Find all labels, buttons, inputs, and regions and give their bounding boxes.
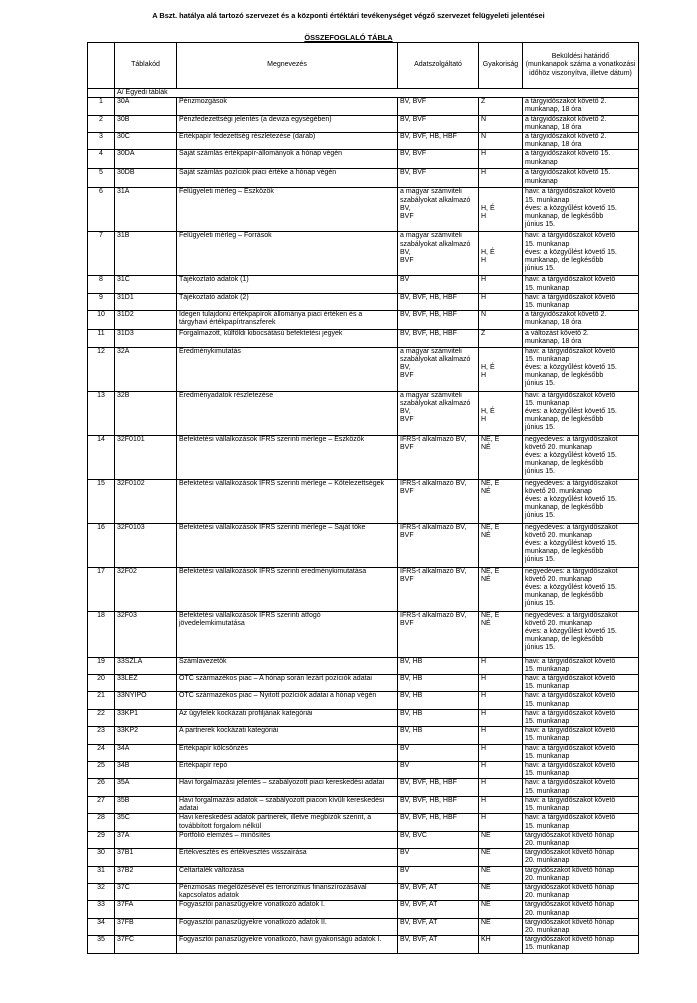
table-row	[88, 133, 639, 150]
row-code: 35A	[115, 779, 177, 796]
row-frequency: H	[479, 169, 523, 188]
row-deadline: havi: a tárgyidőszakot követő 15. munkanap	[523, 744, 639, 761]
row-name: Pénzmozgások	[177, 98, 398, 115]
row-frequency: H	[479, 796, 523, 813]
table-row	[88, 779, 639, 796]
row-provider: BV, BVF, HB, HBF	[398, 311, 479, 330]
row-code: 30DA	[115, 150, 177, 169]
row-provider: a magyar számviteli szabályokat alkalmazó BV, BVF	[398, 232, 479, 276]
row-name: Értékpapír fedezettség részletezése (darab)	[177, 133, 398, 150]
table-row	[88, 391, 639, 435]
row-provider: BV	[398, 744, 479, 761]
row-provider: BV, HB	[398, 709, 479, 726]
table-row	[88, 709, 639, 726]
row-name: Eredményadatok részletezése	[177, 391, 398, 435]
row-code: 34A	[115, 744, 177, 761]
table-row	[88, 796, 639, 813]
row-code: 32B	[115, 391, 177, 435]
table-row	[88, 901, 639, 918]
row-code: 37C	[115, 883, 177, 900]
row-deadline: a tárgyidőszakot követő 2. munkanap, 18 óra	[523, 115, 639, 132]
row-provider: a magyar számviteli szabályokat alkalmazó BV, BVF	[398, 347, 479, 391]
row-frequency: H	[479, 709, 523, 726]
row-deadline: tárgyidőszakot követő hónap 20. munkanap	[523, 883, 639, 900]
row-code: 33KP2	[115, 727, 177, 744]
row-deadline: havi: a tárgyidőszakot követő 15. munkanap	[523, 814, 639, 831]
row-frequency: H, É H	[479, 232, 523, 276]
row-name: Az ügyfelek kockázati profiljának kategóriái	[177, 709, 398, 726]
row-provider: BV	[398, 849, 479, 866]
header-name: Megnevezés	[177, 43, 398, 89]
row-code: 31D1	[115, 293, 177, 310]
row-number: 23	[88, 727, 115, 744]
row-deadline: tárgyidőszakot követő hónap 20. munkanap	[523, 831, 639, 848]
row-deadline: havi: a tárgyidőszakot követő 15. munkanap	[523, 762, 639, 779]
row-provider: BV	[398, 866, 479, 883]
row-name: Befektetési vállalkozások IFRS szerinti mérlege – Kötelezettségek	[177, 479, 398, 523]
row-number: 4	[88, 150, 115, 169]
table-row	[88, 692, 639, 709]
row-deadline: negyedéves: a tárgyidőszakot követő 20. munkanap éves: a közgyűlést követő 15. munkanap, de legkésőbb június 15.	[523, 479, 639, 523]
row-deadline: tárgyidőszakot követő hónap 15. munkanap	[523, 936, 639, 953]
row-number: 34	[88, 918, 115, 935]
row-number: 11	[88, 330, 115, 347]
row-frequency: NÉ	[479, 901, 523, 918]
header-frequency: Gyakoriság	[479, 43, 523, 89]
table-row	[88, 657, 639, 674]
row-name: Havi kereskedési adatok partnerek, illetve megbízók szerint, a továbbított forgalom nélkül	[177, 814, 398, 831]
row-code: 31D3	[115, 330, 177, 347]
row-deadline: tárgyidőszakot követő hónap 20. munkanap	[523, 849, 639, 866]
table-row	[88, 276, 639, 293]
row-number: 24	[88, 744, 115, 761]
table-row	[88, 918, 639, 935]
row-provider: BV, BVF, HB, HBF	[398, 330, 479, 347]
row-provider: BV, BVF, HB, HBF	[398, 796, 479, 813]
table-row	[88, 293, 639, 310]
row-number: 15	[88, 479, 115, 523]
table-row	[88, 762, 639, 779]
row-code: 32F03	[115, 611, 177, 657]
row-code: 33SZLA	[115, 657, 177, 674]
row-deadline: havi: a tárgyidőszakot követő 15. munkanap	[523, 779, 639, 796]
row-frequency: H	[479, 276, 523, 293]
row-number: 6	[88, 188, 115, 232]
row-provider: BV, BVF, HB, HBF	[398, 779, 479, 796]
row-provider: BV, HB	[398, 692, 479, 709]
row-code: 37FA	[115, 901, 177, 918]
row-frequency: N	[479, 115, 523, 132]
row-code: 30B	[115, 115, 177, 132]
row-frequency: H	[479, 692, 523, 709]
row-provider: BV, BVF, AT	[398, 936, 479, 953]
row-number: 20	[88, 675, 115, 692]
row-provider: BV, BVF	[398, 150, 479, 169]
row-deadline: havi: a tárgyidőszakot követő 15. munkanap	[523, 709, 639, 726]
row-frequency: H	[479, 762, 523, 779]
row-number: 28	[88, 814, 115, 831]
row-provider: BV, BVF, HB, HBF	[398, 293, 479, 310]
row-name: Értékpapír kölcsönzés	[177, 744, 398, 761]
row-frequency: NÉ	[479, 849, 523, 866]
row-frequency: N	[479, 133, 523, 150]
row-code: 32F02	[115, 567, 177, 611]
table-row	[88, 883, 639, 900]
row-number: 30	[88, 849, 115, 866]
table-row	[88, 169, 639, 188]
row-deadline: havi: a tárgyidőszakot követő 15. munkanap	[523, 692, 639, 709]
row-frequency: NÉ, É NÉ	[479, 435, 523, 479]
header-num	[88, 43, 115, 89]
row-provider: BV, BVF, AT	[398, 918, 479, 935]
row-provider: BV, BVF, AT	[398, 883, 479, 900]
row-frequency: H	[479, 675, 523, 692]
row-name: Saját számlás pozíciók piaci értéke a hónap végén	[177, 169, 398, 188]
row-code: 32F0101	[115, 435, 177, 479]
row-number: 16	[88, 523, 115, 567]
row-code: 31C	[115, 276, 177, 293]
row-name: Befektetési vállalkozások IFRS szerinti mérlege – Saját tőke	[177, 523, 398, 567]
row-frequency: Z	[479, 98, 523, 115]
row-frequency: NÉ, É NÉ	[479, 611, 523, 657]
row-frequency: H	[479, 779, 523, 796]
table-row	[88, 744, 639, 761]
row-provider: BV, BVF, HB, HBF	[398, 814, 479, 831]
row-code: 31B	[115, 232, 177, 276]
row-provider: IFRS-t alkalmazó BV, BVF	[398, 479, 479, 523]
table-row	[88, 936, 639, 953]
table-row	[88, 115, 639, 132]
row-name: Értékpapír repó	[177, 762, 398, 779]
table-row	[88, 150, 639, 169]
row-name: Felügyeleti mérleg – Eszközök	[177, 188, 398, 232]
row-number: 31	[88, 866, 115, 883]
row-deadline: a tárgyidőszakot követő 2. munkanap, 18 óra	[523, 133, 639, 150]
row-number: 5	[88, 169, 115, 188]
section-row	[88, 89, 639, 98]
row-name: OTC származékos piac – Nyitott pozíciók adatai a hónap végén	[177, 692, 398, 709]
row-name: Befektetési vállalkozások IFRS szerinti mérlege – Eszközök	[177, 435, 398, 479]
row-provider: BV, BVC	[398, 831, 479, 848]
row-number: 19	[88, 657, 115, 674]
row-provider: a magyar számviteli szabályokat alkalmazó BV, BVF	[398, 188, 479, 232]
row-frequency: Z	[479, 330, 523, 347]
row-name: Befektetési vállalkozások IFRS szerinti eredménykimutatása	[177, 567, 398, 611]
row-provider: BV, BVF	[398, 115, 479, 132]
row-number: 26	[88, 779, 115, 796]
row-name: Havi forgalmazási adatok – szabályozott piacon kívüli kereskedési adatai	[177, 796, 398, 813]
row-provider: BV	[398, 276, 479, 293]
row-code: 37FB	[115, 918, 177, 935]
row-deadline: havi: a tárgyidőszakot követő 15. munkanap éves: a közgyűlést követő 15. munkanap, de legkésőbb június 15.	[523, 391, 639, 435]
row-number: 2	[88, 115, 115, 132]
row-provider: IFRS-t alkalmazó BV, BVF	[398, 523, 479, 567]
row-provider: BV, BVF, HB, HBF	[398, 133, 479, 150]
row-name: OTC származékos piac – A hónap során lezárt pozíciók adatai	[177, 675, 398, 692]
row-provider: BV, BVF	[398, 98, 479, 115]
row-deadline: negyedéves: a tárgyidőszakot követő 20. munkanap éves: a közgyűlést követő 15. munkanap, de legkésőbb június 15.	[523, 611, 639, 657]
row-frequency: H	[479, 150, 523, 169]
row-deadline: a változást követő 2. munkanap, 18 óra	[523, 330, 639, 347]
row-name: Tájékoztató adatok (2)	[177, 293, 398, 310]
row-deadline: havi: a tárgyidőszakot követő 15. munkanap	[523, 675, 639, 692]
row-deadline: negyedéves: a tárgyidőszakot követő 20. munkanap éves: a közgyűlést követő 15. munkanap, de legkésőbb június 15.	[523, 567, 639, 611]
row-frequency: NÉ	[479, 883, 523, 900]
table-row	[88, 523, 639, 567]
table-row	[88, 831, 639, 848]
row-frequency: H	[479, 814, 523, 831]
row-deadline: havi: a tárgyidőszakot követő 15. munkanap	[523, 796, 639, 813]
row-provider: IFRS-t alkalmazó BV, BVF	[398, 435, 479, 479]
row-code: 34B	[115, 762, 177, 779]
row-number: 14	[88, 435, 115, 479]
table-row	[88, 188, 639, 232]
row-frequency: H, É H	[479, 347, 523, 391]
row-name: Idegen tulajdonú értékpapírok állománya piaci értéken és a tárgyhavi értékpapírtranszferek	[177, 311, 398, 330]
row-code: 35C	[115, 814, 177, 831]
row-number: 21	[88, 692, 115, 709]
row-code: 37FC	[115, 936, 177, 953]
table-row	[88, 849, 639, 866]
row-number: 7	[88, 232, 115, 276]
row-frequency: H	[479, 657, 523, 674]
row-name: Pénzfedezettségi jelentés (a deviza egységében)	[177, 115, 398, 132]
row-provider: BV, BVF	[398, 169, 479, 188]
table-row	[88, 567, 639, 611]
row-number: 18	[88, 611, 115, 657]
row-code: 35B	[115, 796, 177, 813]
row-provider: BV, HB	[398, 675, 479, 692]
row-frequency: NÉ	[479, 918, 523, 935]
row-name: Értékvesztés és értékvesztés visszaírása	[177, 849, 398, 866]
row-deadline: negyedéves: a tárgyidőszakot követő 20. munkanap éves: a közgyűlést követő 15. munkanap, de legkésőbb június 15.	[523, 435, 639, 479]
section-label: A/ Egyedi táblák	[115, 89, 639, 98]
table-title: ÖSSZEFOGLALÓ TÁBLA	[304, 33, 393, 42]
row-number: 32	[88, 883, 115, 900]
row-code: 32F0103	[115, 523, 177, 567]
row-deadline: havi: a tárgyidőszakot követő 15. munkanap	[523, 727, 639, 744]
row-code: 30A	[115, 98, 177, 115]
row-code: 33KP1	[115, 709, 177, 726]
row-number: 22	[88, 709, 115, 726]
row-frequency: NÉ, É NÉ	[479, 479, 523, 523]
row-name: Portfólió elemzés – minősítés	[177, 831, 398, 848]
row-deadline: negyedéves: a tárgyidőszakot követő 20. munkanap éves: a közgyűlést követő 15. munkanap, de legkésőbb június 15.	[523, 523, 639, 567]
row-code: 32A	[115, 347, 177, 391]
table-row	[88, 479, 639, 523]
document-title: A Bszt. hatálya alá tartozó szervezet és a központi értéktári tevékenységet végző szervezet felügyeleti jelentései	[152, 11, 545, 20]
table-row	[88, 98, 639, 115]
row-code: 30DB	[115, 169, 177, 188]
row-deadline: a tárgyidőszakot követő 2. munkanap, 18 óra	[523, 311, 639, 330]
row-number: 1	[88, 98, 115, 115]
row-frequency: H	[479, 727, 523, 744]
row-number: 8	[88, 276, 115, 293]
row-name: Tájékoztató adatok (1)	[177, 276, 398, 293]
row-frequency: NÉ	[479, 831, 523, 848]
row-deadline: havi: a tárgyidőszakot követő 15. munkanap	[523, 657, 639, 674]
row-frequency: N	[479, 311, 523, 330]
table-row	[88, 675, 639, 692]
row-provider: a magyar számviteli szabályokat alkalmazó BV, BVF	[398, 391, 479, 435]
table-row	[88, 814, 639, 831]
row-frequency: H	[479, 293, 523, 310]
row-provider: BV, BVF, AT	[398, 901, 479, 918]
header-provider: Adatszolgáltató	[398, 43, 479, 89]
row-provider: BV, HB	[398, 727, 479, 744]
row-name: Fogyasztói panaszügyekre vonatkozó adatok II.	[177, 918, 398, 935]
row-name: Forgalmazott, külföldi kibocsátású befektetési jegyek	[177, 330, 398, 347]
row-name: Céltartalék változása	[177, 866, 398, 883]
table-header-row	[88, 43, 639, 89]
header-deadline: Beküldési határidő (munkanapok száma a vonatkozási időhöz viszonyítva, illetve dátum)	[523, 43, 639, 89]
row-number: 12	[88, 347, 115, 391]
row-provider: IFRS-t alkalmazó BV, BVF	[398, 567, 479, 611]
table-row	[88, 311, 639, 330]
row-provider: BV, HB	[398, 657, 479, 674]
table-row	[88, 611, 639, 657]
row-number: 33	[88, 901, 115, 918]
row-name: Befektetési vállalkozások IFRS szerinti átfogó jövedelemkimutatása	[177, 611, 398, 657]
row-number: 27	[88, 796, 115, 813]
row-deadline: havi: a tárgyidőszakot követő 15. munkanap	[523, 293, 639, 310]
row-frequency: H	[479, 744, 523, 761]
row-frequency: H, É H	[479, 188, 523, 232]
row-name: Fogyasztói panaszügyekre vonatkozó adatok I.	[177, 901, 398, 918]
row-deadline: havi: a tárgyidőszakot követő 15. munkanap éves: a közgyűlést követő 15. munkanap, de legkésőbb június 15.	[523, 188, 639, 232]
table-row	[88, 435, 639, 479]
row-frequency: NÉ, É NÉ	[479, 523, 523, 567]
table-row	[88, 232, 639, 276]
row-code: 37B1	[115, 849, 177, 866]
row-number: 13	[88, 391, 115, 435]
row-name: Saját számlás értékpapír-állományok a hónap végén	[177, 150, 398, 169]
row-number: 17	[88, 567, 115, 611]
row-deadline: havi: a tárgyidőszakot követő 15. munkanap éves: a közgyűlést követő 15. munkanap, de legkésőbb június 15.	[523, 347, 639, 391]
table-row	[88, 330, 639, 347]
row-frequency: NÉ, É NÉ	[479, 567, 523, 611]
summary-table	[87, 42, 639, 954]
row-number: 25	[88, 762, 115, 779]
row-name: Számlavezetők	[177, 657, 398, 674]
row-name: Havi forgalmazási jelentés – szabályozott piaci kereskedési adatai	[177, 779, 398, 796]
row-code: 37A	[115, 831, 177, 848]
row-code: 33LEZ	[115, 675, 177, 692]
row-deadline: a tárgyidőszakot követő 2. munkanap, 18 óra	[523, 98, 639, 115]
row-name: Pénzmosás megelőzésével és terrorizmus finanszírozásával kapcsolatos adatok	[177, 883, 398, 900]
row-number: 10	[88, 311, 115, 330]
row-deadline: havi: a tárgyidőszakot követő 15. munkanap	[523, 276, 639, 293]
row-deadline: tárgyidőszakot követő hónap 20. munkanap	[523, 918, 639, 935]
row-deadline: havi: a tárgyidőszakot követő 15. munkanap éves: a közgyűlést követő 15. munkanap, de legkésőbb június 15.	[523, 232, 639, 276]
row-deadline: a tárgyidőszakot követő 15. munkanap	[523, 150, 639, 169]
row-deadline: tárgyidőszakot követő hónap 20. munkanap	[523, 901, 639, 918]
row-code: 31D2	[115, 311, 177, 330]
row-frequency: KH	[479, 936, 523, 953]
row-name: Fogyasztói panaszügyekre vonatkozó, havi gyakoriságú adatok I.	[177, 936, 398, 953]
header-code: Táblakód	[115, 43, 177, 89]
row-number: 9	[88, 293, 115, 310]
row-deadline: a tárgyidőszakot követő 15. munkanap	[523, 169, 639, 188]
row-code: 37B2	[115, 866, 177, 883]
row-name: A partnerek kockázati kategóriái	[177, 727, 398, 744]
row-code: 32F0102	[115, 479, 177, 523]
row-number: 3	[88, 133, 115, 150]
row-deadline: tárgyidőszakot követő hónap 20. munkanap	[523, 866, 639, 883]
row-provider: IFRS-t alkalmazó BV, BVF	[398, 611, 479, 657]
table-row	[88, 727, 639, 744]
table-row	[88, 347, 639, 391]
table-row	[88, 866, 639, 883]
row-code: 33NYIPO	[115, 692, 177, 709]
row-code: 30C	[115, 133, 177, 150]
row-frequency: H, É H	[479, 391, 523, 435]
row-code: 31A	[115, 188, 177, 232]
row-name: Eredménykimutatás	[177, 347, 398, 391]
row-name: Felügyeleti mérleg – Források	[177, 232, 398, 276]
row-number: 35	[88, 936, 115, 953]
row-frequency: NÉ	[479, 866, 523, 883]
row-number: 29	[88, 831, 115, 848]
row-provider: BV	[398, 762, 479, 779]
